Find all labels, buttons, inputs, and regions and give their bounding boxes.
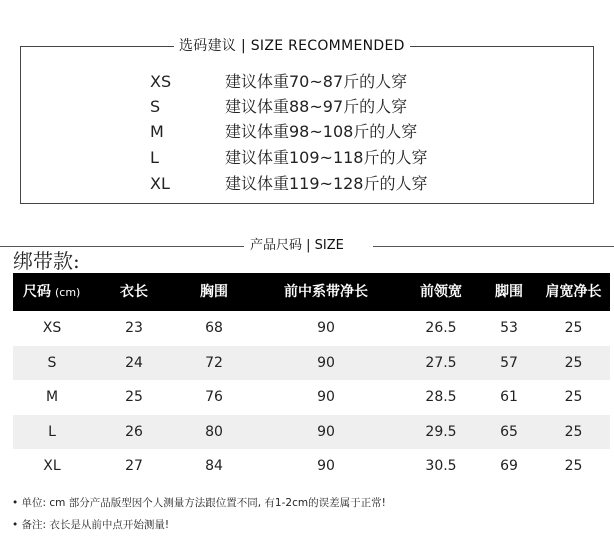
size-label: S — [150, 97, 161, 116]
recommendation-row — [0, 95, 614, 119]
size-label: XL — [150, 174, 170, 193]
table-cell: 25 — [125, 389, 143, 406]
table-cell: 61 — [500, 389, 518, 406]
column-header-size — [13, 273, 91, 311]
recommendation-row — [0, 146, 614, 170]
table-row — [13, 415, 610, 450]
table-cell: 57 — [500, 354, 518, 371]
table-cell: 25 — [564, 320, 583, 336]
recommendation-row — [0, 172, 614, 196]
table-cell: 72 — [205, 354, 223, 371]
style-label: 绑带款: — [13, 249, 80, 273]
table-cell: 90 — [317, 354, 335, 371]
column-header: 胸围 — [200, 284, 228, 300]
table-cell: 76 — [205, 389, 223, 406]
size-label: L — [150, 148, 159, 167]
recommendation-row — [0, 70, 614, 94]
weight-recommendation: 建议体重119~128斤的人穿 — [225, 174, 428, 193]
table-cell: 27 — [125, 458, 143, 475]
table-cell: 29.5 — [425, 423, 457, 440]
table-cell: XL — [43, 458, 61, 475]
table-row — [13, 346, 610, 381]
size-label: XS — [150, 72, 172, 91]
weight-recommendation: 建议体重88~97斤的人穿 — [225, 97, 408, 116]
table-cell: 28.5 — [425, 389, 457, 406]
column-header: 前领宽 — [420, 284, 462, 300]
table-cell: 27.5 — [425, 354, 457, 371]
weight-recommendation: 建议体重109~118斤的人穿 — [225, 148, 428, 167]
table-row — [13, 449, 610, 484]
table-cell: 65 — [500, 423, 518, 440]
table-cell: 25 — [564, 354, 583, 371]
column-header: 衣长 — [120, 284, 148, 300]
table-cell: 90 — [317, 458, 335, 475]
table-cell: 25 — [564, 389, 583, 406]
table-cell: 24 — [125, 354, 143, 371]
unit-label: (cm) — [55, 286, 81, 299]
recommendation-title: 选码建议 | SIZE RECOMMENDED — [174, 37, 410, 56]
table-cell: M — [45, 389, 59, 406]
table-header — [13, 273, 610, 311]
column-header: 前中系带净长 — [284, 284, 368, 300]
table-cell: 69 — [500, 458, 518, 475]
table-cell: 26.5 — [425, 320, 457, 336]
divider — [443, 46, 594, 47]
unit-note: • 单位: cm 部分产品版型因个人测量方法跟位置不同, 有1-2cm的误差属于正常! — [12, 497, 386, 509]
weight-recommendation: 建议体重70~87斤的人穿 — [225, 72, 408, 91]
table-cell: 25 — [564, 423, 583, 440]
recommendation-row — [0, 120, 614, 144]
table-cell: L — [48, 423, 56, 440]
table-cell: 84 — [205, 458, 223, 475]
table-cell: 90 — [317, 423, 335, 440]
size-label: M — [150, 122, 164, 141]
table-cell: 53 — [500, 320, 518, 336]
column-header: 脚围 — [495, 284, 523, 300]
remark-note: • 备注: 衣长是从前中点开始测量! — [12, 519, 170, 531]
column-header: 肩宽净长 — [545, 284, 602, 300]
table-cell: 23 — [125, 320, 143, 336]
table-cell: XS — [42, 320, 62, 336]
divider — [0, 246, 244, 247]
divider — [373, 246, 614, 247]
table-cell: 25 — [564, 458, 583, 475]
table-cell: 26 — [125, 423, 143, 440]
product-size-title: 产品尺码 | SIZE — [244, 236, 350, 256]
size-table — [13, 273, 610, 484]
table-cell: 80 — [205, 423, 223, 440]
table-cell: S — [47, 354, 57, 371]
table-cell: 68 — [205, 320, 223, 336]
size-header-label: 尺码 — [23, 284, 51, 300]
weight-recommendation: 建议体重98~108斤的人穿 — [225, 122, 418, 141]
table-cell: 90 — [317, 389, 335, 406]
table-cell: 90 — [317, 320, 335, 336]
divider — [20, 46, 174, 47]
table-cell: 30.5 — [425, 458, 457, 475]
table-row — [13, 380, 610, 415]
table-row — [13, 311, 610, 346]
